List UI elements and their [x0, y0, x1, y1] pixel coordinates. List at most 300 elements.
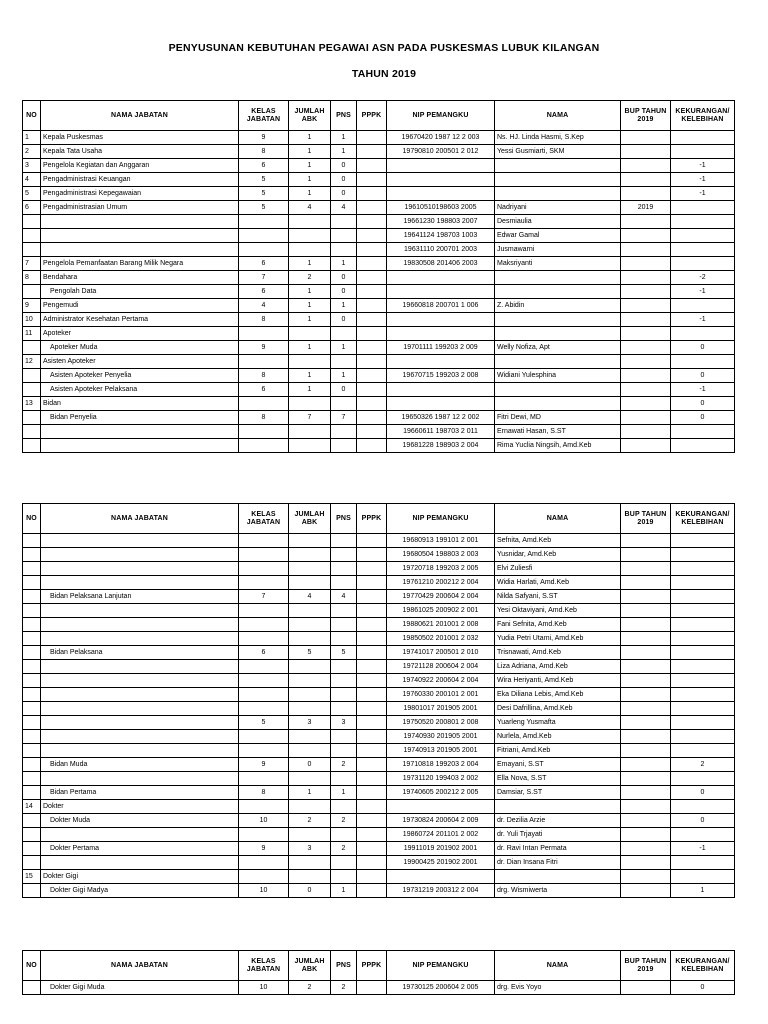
table-row	[23, 285, 735, 299]
cell-nip-pemangku: 19741017 200501 2 010	[387, 646, 495, 660]
cell-nama-jabatan: Apoteker	[41, 327, 239, 341]
cell-no	[23, 772, 41, 786]
cell-no: 11	[23, 327, 41, 341]
cell-kelas-jabatan: 8	[239, 411, 289, 425]
cell-jumlah-abk	[289, 772, 331, 786]
cell-kelas-jabatan	[239, 397, 289, 411]
cell-no	[23, 534, 41, 548]
cell-pppk	[357, 772, 387, 786]
cell-pppk	[357, 981, 387, 995]
cell-nama: Nilda Safyani, S.ST	[495, 590, 621, 604]
table-row	[23, 425, 735, 439]
cell-bup	[621, 313, 671, 327]
cell-nip-pemangku	[387, 313, 495, 327]
cell-kekurangan	[671, 828, 735, 842]
cell-kelas-jabatan	[239, 534, 289, 548]
cell-nama: Nurlela, Amd.Keb	[495, 730, 621, 744]
cell-nama-jabatan	[41, 730, 239, 744]
col-header-kekurangan	[671, 504, 735, 534]
cell-nip-pemangku: 19880621 201001 2 008	[387, 618, 495, 632]
cell-bup	[621, 327, 671, 341]
table-row	[23, 313, 735, 327]
table-row	[23, 772, 735, 786]
cell-kelas-jabatan: 9	[239, 758, 289, 772]
cell-bup	[621, 772, 671, 786]
cell-kelas-jabatan	[239, 772, 289, 786]
cell-nama: Damsiar, S.ST	[495, 786, 621, 800]
table-row	[23, 981, 735, 995]
cell-kelas-jabatan	[239, 327, 289, 341]
cell-kelas-jabatan: 8	[239, 145, 289, 159]
cell-pns	[331, 243, 357, 257]
cell-pppk	[357, 313, 387, 327]
col-header-kekurangan	[671, 101, 735, 131]
cell-kelas-jabatan: 4	[239, 299, 289, 313]
cell-bup	[621, 439, 671, 453]
cell-pns: 1	[331, 299, 357, 313]
cell-nama-jabatan: Pengelola Kegiatan dan Anggaran	[41, 159, 239, 173]
cell-jumlah-abk: 2	[289, 814, 331, 828]
cell-bup	[621, 131, 671, 145]
col-header-nama: NAMA	[495, 101, 621, 131]
cell-nip-pemangku	[387, 800, 495, 814]
cell-jumlah-abk: 0	[289, 758, 331, 772]
cell-nip-pemangku	[387, 355, 495, 369]
cell-bup	[621, 257, 671, 271]
table-row	[23, 590, 735, 604]
table-row	[23, 660, 735, 674]
cell-pns: 1	[331, 131, 357, 145]
cell-jumlah-abk: 1	[289, 285, 331, 299]
cell-kelas-jabatan: 6	[239, 159, 289, 173]
cell-pns	[331, 229, 357, 243]
col-header-kelas-line2: JABATAN	[246, 518, 281, 526]
cell-pppk	[357, 145, 387, 159]
col-header-pppk: PPPK	[357, 101, 387, 131]
table-row	[23, 145, 735, 159]
cell-nip-pemangku: 19720718 199203 2 005	[387, 562, 495, 576]
cell-pns	[331, 828, 357, 842]
col-header-bup	[621, 101, 671, 131]
cell-nama-jabatan: Asisten Apoteker Pelaksana	[41, 383, 239, 397]
cell-bup	[621, 618, 671, 632]
cell-jumlah-abk	[289, 800, 331, 814]
col-header-kk-line1: KEKURANGAN/	[675, 958, 730, 966]
cell-pppk	[357, 327, 387, 341]
cell-kekurangan	[671, 355, 735, 369]
cell-pns: 0	[331, 313, 357, 327]
cell-jumlah-abk: 4	[289, 590, 331, 604]
cell-no	[23, 383, 41, 397]
col-header-abk-line2: ABK	[301, 965, 318, 973]
cell-kekurangan	[671, 688, 735, 702]
col-header-nama: NAMA	[495, 504, 621, 534]
cell-nip-pemangku: 19660818 200701 1 006	[387, 299, 495, 313]
cell-nip-pemangku: 19721128 200604 2 004	[387, 660, 495, 674]
cell-kekurangan	[671, 590, 735, 604]
table-row	[23, 439, 735, 453]
table-row	[23, 632, 735, 646]
cell-nama: Widia Harlati, Amd.Keb	[495, 576, 621, 590]
cell-nama-jabatan	[41, 702, 239, 716]
table-row	[23, 187, 735, 201]
cell-jumlah-abk	[289, 327, 331, 341]
cell-nama: Rima Yuclia Ningsih, Amd.Keb	[495, 439, 621, 453]
cell-jumlah-abk: 1	[289, 786, 331, 800]
cell-no: 2	[23, 145, 41, 159]
header-row	[23, 951, 735, 981]
cell-pns: 7	[331, 411, 357, 425]
table-row	[23, 383, 735, 397]
cell-bup	[621, 576, 671, 590]
cell-nama	[495, 173, 621, 187]
table-row	[23, 215, 735, 229]
cell-jumlah-abk: 1	[289, 341, 331, 355]
table-row	[23, 828, 735, 842]
cell-kekurangan	[671, 548, 735, 562]
cell-nip-pemangku: 19740922 200604 2 004	[387, 674, 495, 688]
col-header-kk-line2: KELEBIHAN	[681, 518, 724, 526]
table-row	[23, 201, 735, 215]
cell-nip-pemangku: 19710818 199203 2 004	[387, 758, 495, 772]
cell-kekurangan: -2	[671, 271, 735, 285]
cell-pppk	[357, 397, 387, 411]
cell-bup	[621, 688, 671, 702]
cell-bup	[621, 870, 671, 884]
cell-nama: Yusnidar, Amd.Keb	[495, 548, 621, 562]
cell-nip-pemangku: 19610510198603 2005	[387, 201, 495, 215]
col-header-jumlah-abk	[289, 951, 331, 981]
cell-jumlah-abk: 3	[289, 716, 331, 730]
col-header-nip-pemangku: NIP PEMANGKU	[387, 101, 495, 131]
cell-pppk	[357, 702, 387, 716]
cell-pns: 0	[331, 271, 357, 285]
cell-bup	[621, 299, 671, 313]
cell-kekurangan	[671, 257, 735, 271]
cell-nip-pemangku: 19911019 201902 2001	[387, 842, 495, 856]
cell-bup	[621, 534, 671, 548]
cell-bup	[621, 145, 671, 159]
cell-nama-jabatan: Bidan Muda	[41, 758, 239, 772]
cell-jumlah-abk	[289, 744, 331, 758]
cell-bup	[621, 215, 671, 229]
cell-nama	[495, 397, 621, 411]
cell-pns	[331, 439, 357, 453]
cell-kekurangan: 0	[671, 786, 735, 800]
cell-bup	[621, 425, 671, 439]
cell-bup	[621, 397, 671, 411]
col-header-bup-line1: BUP TAHUN	[624, 958, 667, 966]
cell-nama	[495, 383, 621, 397]
col-header-no: NO	[23, 504, 41, 534]
cell-pppk	[357, 159, 387, 173]
cell-nip-pemangku: 19740605 200212 2 005	[387, 786, 495, 800]
cell-kekurangan	[671, 646, 735, 660]
table-section-1	[0, 100, 768, 453]
cell-bup	[621, 632, 671, 646]
cell-no	[23, 856, 41, 870]
col-header-kekurangan	[671, 951, 735, 981]
cell-bup	[621, 383, 671, 397]
cell-nip-pemangku: 19670715 199203 2 008	[387, 369, 495, 383]
cell-nama-jabatan	[41, 772, 239, 786]
cell-kekurangan: -1	[671, 285, 735, 299]
cell-kekurangan: 0	[671, 814, 735, 828]
cell-pns: 0	[331, 285, 357, 299]
col-header-kelas-jabatan	[239, 101, 289, 131]
cell-nama: Fitri Dewi, MD	[495, 411, 621, 425]
table-row	[23, 716, 735, 730]
cell-nama-jabatan	[41, 828, 239, 842]
cell-nip-pemangku	[387, 285, 495, 299]
cell-kelas-jabatan	[239, 576, 289, 590]
cell-no	[23, 341, 41, 355]
cell-nama: Fani Sefnita, Amd.Keb	[495, 618, 621, 632]
table-row	[23, 800, 735, 814]
table-body-3	[23, 981, 735, 995]
cell-nama: Wira Heriyanti, Amd.Keb	[495, 674, 621, 688]
cell-nama: Trisnawati, Amd.Keb	[495, 646, 621, 660]
cell-nip-pemangku: 19770429 200604 2 004	[387, 590, 495, 604]
cell-nama-jabatan	[41, 688, 239, 702]
cell-nip-pemangku	[387, 271, 495, 285]
cell-nama-jabatan	[41, 716, 239, 730]
cell-nama: drg. Wismiwerta	[495, 884, 621, 898]
cell-jumlah-abk: 1	[289, 313, 331, 327]
cell-kelas-jabatan: 9	[239, 842, 289, 856]
cell-no: 3	[23, 159, 41, 173]
cell-pns: 0	[331, 187, 357, 201]
cell-bup	[621, 744, 671, 758]
cell-jumlah-abk	[289, 229, 331, 243]
col-header-pns: PNS	[331, 101, 357, 131]
cell-kekurangan: 0	[671, 397, 735, 411]
cell-nip-pemangku: 19641124 198703 1003	[387, 229, 495, 243]
cell-pns	[331, 856, 357, 870]
col-header-kk-line1: KEKURANGAN/	[675, 511, 730, 519]
cell-pppk	[357, 758, 387, 772]
cell-no	[23, 688, 41, 702]
cell-jumlah-abk	[289, 439, 331, 453]
col-header-abk-line1: JUMLAH	[294, 511, 325, 519]
cell-no	[23, 576, 41, 590]
header-row	[23, 101, 735, 131]
cell-pppk	[357, 439, 387, 453]
cell-kekurangan: 0	[671, 369, 735, 383]
cell-kelas-jabatan: 6	[239, 257, 289, 271]
cell-kelas-jabatan: 10	[239, 884, 289, 898]
cell-nama	[495, 271, 621, 285]
cell-no	[23, 828, 41, 842]
cell-nip-pemangku	[387, 383, 495, 397]
cell-jumlah-abk: 0	[289, 884, 331, 898]
table-row	[23, 257, 735, 271]
cell-pppk	[357, 271, 387, 285]
cell-pppk	[357, 730, 387, 744]
cell-jumlah-abk	[289, 548, 331, 562]
cell-nip-pemangku	[387, 327, 495, 341]
col-header-nama: NAMA	[495, 951, 621, 981]
cell-pppk	[357, 716, 387, 730]
cell-pns	[331, 660, 357, 674]
cell-kelas-jabatan: 7	[239, 271, 289, 285]
cell-pns	[331, 215, 357, 229]
cell-nip-pemangku: 19731219 200312 2 004	[387, 884, 495, 898]
cell-nip-pemangku: 19670420 1987 12 2 003	[387, 131, 495, 145]
cell-pns	[331, 632, 357, 646]
cell-nama-jabatan	[41, 744, 239, 758]
cell-nip-pemangku: 19661230 198803 2007	[387, 215, 495, 229]
cell-nama: Elvi Zuliesfi	[495, 562, 621, 576]
cell-kekurangan	[671, 576, 735, 590]
cell-nama-jabatan: Pengadministrasi Kepegawaian	[41, 187, 239, 201]
cell-nip-pemangku: 19790810 200501 2 012	[387, 145, 495, 159]
cell-jumlah-abk	[289, 562, 331, 576]
cell-nip-pemangku: 19681228 198903 2 004	[387, 439, 495, 453]
cell-kelas-jabatan: 8	[239, 786, 289, 800]
cell-nama: dr. Dezilia Arzie	[495, 814, 621, 828]
cell-pns	[331, 730, 357, 744]
cell-nama: drg. Evis Yoyo	[495, 981, 621, 995]
cell-pns: 1	[331, 257, 357, 271]
cell-nip-pemangku	[387, 173, 495, 187]
cell-no	[23, 369, 41, 383]
cell-kelas-jabatan: 5	[239, 201, 289, 215]
cell-kekurangan: -1	[671, 842, 735, 856]
cell-pns	[331, 618, 357, 632]
cell-pppk	[357, 299, 387, 313]
cell-kekurangan	[671, 299, 735, 313]
cell-kelas-jabatan	[239, 828, 289, 842]
col-header-bup-line1: BUP TAHUN	[624, 108, 667, 116]
cell-kekurangan	[671, 674, 735, 688]
cell-jumlah-abk: 1	[289, 257, 331, 271]
cell-nama: Liza Adriana, Amd.Keb	[495, 660, 621, 674]
table-header	[23, 101, 735, 131]
cell-pns: 3	[331, 716, 357, 730]
cell-kelas-jabatan	[239, 425, 289, 439]
cell-kekurangan	[671, 604, 735, 618]
cell-nama-jabatan	[41, 425, 239, 439]
cell-kekurangan: -1	[671, 383, 735, 397]
cell-pppk	[357, 257, 387, 271]
cell-jumlah-abk: 1	[289, 299, 331, 313]
cell-kekurangan	[671, 744, 735, 758]
cell-nama: Fitriani, Amd.Keb	[495, 744, 621, 758]
cell-pppk	[357, 604, 387, 618]
cell-no: 5	[23, 187, 41, 201]
cell-no: 6	[23, 201, 41, 215]
cell-nama-jabatan: Kepala Tata Usaha	[41, 145, 239, 159]
cell-nama-jabatan	[41, 215, 239, 229]
cell-pns	[331, 425, 357, 439]
cell-pns	[331, 772, 357, 786]
cell-pppk	[357, 369, 387, 383]
cell-nip-pemangku: 19761210 200212 2 004	[387, 576, 495, 590]
cell-no	[23, 632, 41, 646]
cell-nama-jabatan	[41, 674, 239, 688]
cell-nama-jabatan: Pengelola Pemanfaatan Barang Milik Negara	[41, 257, 239, 271]
cell-jumlah-abk: 1	[289, 383, 331, 397]
col-header-kelas-jabatan	[239, 951, 289, 981]
cell-nama-jabatan: Bidan Pelaksana	[41, 646, 239, 660]
cell-no	[23, 674, 41, 688]
cell-no: 1	[23, 131, 41, 145]
cell-nama: Edwar Gamal	[495, 229, 621, 243]
cell-no	[23, 285, 41, 299]
cell-jumlah-abk	[289, 397, 331, 411]
cell-kekurangan	[671, 145, 735, 159]
table-row	[23, 646, 735, 660]
cell-kelas-jabatan	[239, 215, 289, 229]
cell-bup	[621, 646, 671, 660]
cell-jumlah-abk	[289, 355, 331, 369]
cell-nama	[495, 159, 621, 173]
col-header-bup	[621, 504, 671, 534]
col-header-kk-line1: KEKURANGAN/	[675, 108, 730, 116]
col-header-kelas-line1: KELAS	[251, 511, 276, 519]
cell-kelas-jabatan	[239, 856, 289, 870]
cell-nama	[495, 327, 621, 341]
cell-kelas-jabatan	[239, 674, 289, 688]
cell-pppk	[357, 856, 387, 870]
table-body-1	[23, 131, 735, 453]
cell-pppk	[357, 243, 387, 257]
table-row	[23, 702, 735, 716]
cell-no	[23, 411, 41, 425]
cell-no	[23, 590, 41, 604]
cell-pppk	[357, 842, 387, 856]
cell-nama-jabatan: Pengadministrasian Umum	[41, 201, 239, 215]
cell-kelas-jabatan: 9	[239, 341, 289, 355]
cell-jumlah-abk: 2	[289, 271, 331, 285]
cell-no	[23, 842, 41, 856]
cell-bup	[621, 604, 671, 618]
cell-nip-pemangku: 19680913 199101 2 001	[387, 534, 495, 548]
col-header-nip-pemangku: NIP PEMANGKU	[387, 504, 495, 534]
cell-kekurangan	[671, 702, 735, 716]
cell-bup	[621, 674, 671, 688]
cell-nama-jabatan: Dokter Gigi	[41, 870, 239, 884]
cell-kekurangan	[671, 201, 735, 215]
col-header-pns: PNS	[331, 504, 357, 534]
cell-kekurangan	[671, 772, 735, 786]
cell-bup	[621, 786, 671, 800]
cell-kelas-jabatan	[239, 618, 289, 632]
col-header-jumlah-abk	[289, 101, 331, 131]
cell-nama-jabatan: Bidan Pertama	[41, 786, 239, 800]
cell-pns	[331, 702, 357, 716]
cell-bup	[621, 548, 671, 562]
col-header-abk-line1: JUMLAH	[294, 108, 325, 116]
cell-nama-jabatan: Bidan Pelaksana Lanjutan	[41, 590, 239, 604]
cell-nip-pemangku: 19861025 200902 2 001	[387, 604, 495, 618]
table-row	[23, 131, 735, 145]
cell-jumlah-abk	[289, 618, 331, 632]
cell-nama-jabatan: Asisten Apoteker Penyelia	[41, 369, 239, 383]
cell-nip-pemangku: 19830508 201406 2003	[387, 257, 495, 271]
cell-kekurangan	[671, 562, 735, 576]
cell-nama-jabatan	[41, 856, 239, 870]
cell-jumlah-abk	[289, 425, 331, 439]
cell-nip-pemangku: 19740930 201905 2001	[387, 730, 495, 744]
cell-pppk	[357, 534, 387, 548]
col-header-no: NO	[23, 951, 41, 981]
cell-kelas-jabatan: 7	[239, 590, 289, 604]
cell-pns: 4	[331, 201, 357, 215]
cell-kekurangan: 0	[671, 341, 735, 355]
cell-nama-jabatan	[41, 243, 239, 257]
